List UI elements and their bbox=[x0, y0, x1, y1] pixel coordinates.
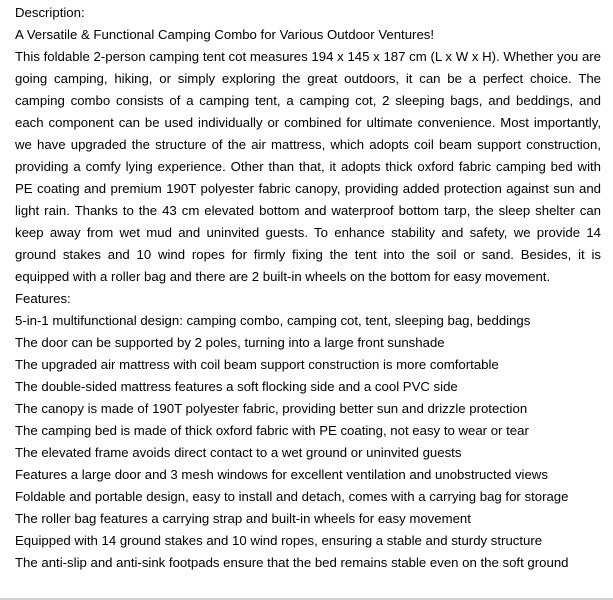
feature-item: The double-sided mattress features a soft flocking side and a cool PVC side bbox=[15, 379, 458, 394]
features-list bbox=[15, 310, 613, 574]
feature-item: 5-in-1 multifunctional design: camping combo, camping cot, tent, sleeping bag, beddings bbox=[15, 313, 531, 328]
feature-item: The upgraded air mattress with coil beam support construction is more comfortable bbox=[15, 357, 499, 372]
description-paragraph: This foldable 2-person camping tent cot measures 194 x 145 x 187 cm (L x W x H). Whether you are going camping, hiking, or simply exploring the great outdoors, it can be a perfect choice. The camping combo consists of a camping tent, a camping cot, 2 sleeping bags, and beddings, and each component can be used individually or combined for ultimate convenience. Most importantly, we have upgraded the structure of the air mattress, which adopts coil beam support construction, providing a comfy lying experience. Other than that, it adopts thick oxford fabric camping bed with PE coating and premium 190T polyester fabric canopy, providing added protection against sun and light rain. Thanks to the 43 cm elevated bottom and waterproof bottom tarp, the sleep shelter can keep away from wet mud and uninvited guests. To enhance stability and safety, we provide 14 ground stakes and 10 wind ropes for firmly fixing the tent into the soil or sand. Besides, it is equipped with a roller bag and there are 2 built-in wheels on the bottom for easy movement. bbox=[15, 49, 601, 284]
feature-item: The elevated frame avoids direct contact to a wet ground or uninvited guests bbox=[15, 445, 462, 460]
product-title: A Versatile & Functional Camping Combo for Various Outdoor Ventures! bbox=[15, 27, 435, 42]
feature-item: The canopy is made of 190T polyester fabric, providing better sun and drizzle protection bbox=[15, 401, 528, 416]
feature-item: The anti-slip and anti-sink footpads ensure that the bed remains stable even on the soft ground bbox=[15, 555, 569, 570]
feature-item: Foldable and portable design, easy to install and detach, comes with a carrying bag for storage bbox=[15, 489, 569, 504]
description-heading: Description: bbox=[15, 5, 85, 20]
feature-item: The door can be supported by 2 poles, turning into a large front sunshade bbox=[15, 335, 445, 350]
feature-item: The roller bag features a carrying strap and built-in wheels for easy movement bbox=[15, 511, 471, 526]
feature-item: The camping bed is made of thick oxford fabric with PE coating, not easy to wear or tear bbox=[15, 423, 529, 438]
feature-item: Features a large door and 3 mesh windows for excellent ventilation and unobstructed views bbox=[15, 467, 548, 482]
features-heading: Features: bbox=[15, 291, 71, 306]
feature-item: Equipped with 14 ground stakes and 10 wind ropes, ensuring a stable and sturdy structure bbox=[15, 533, 543, 548]
